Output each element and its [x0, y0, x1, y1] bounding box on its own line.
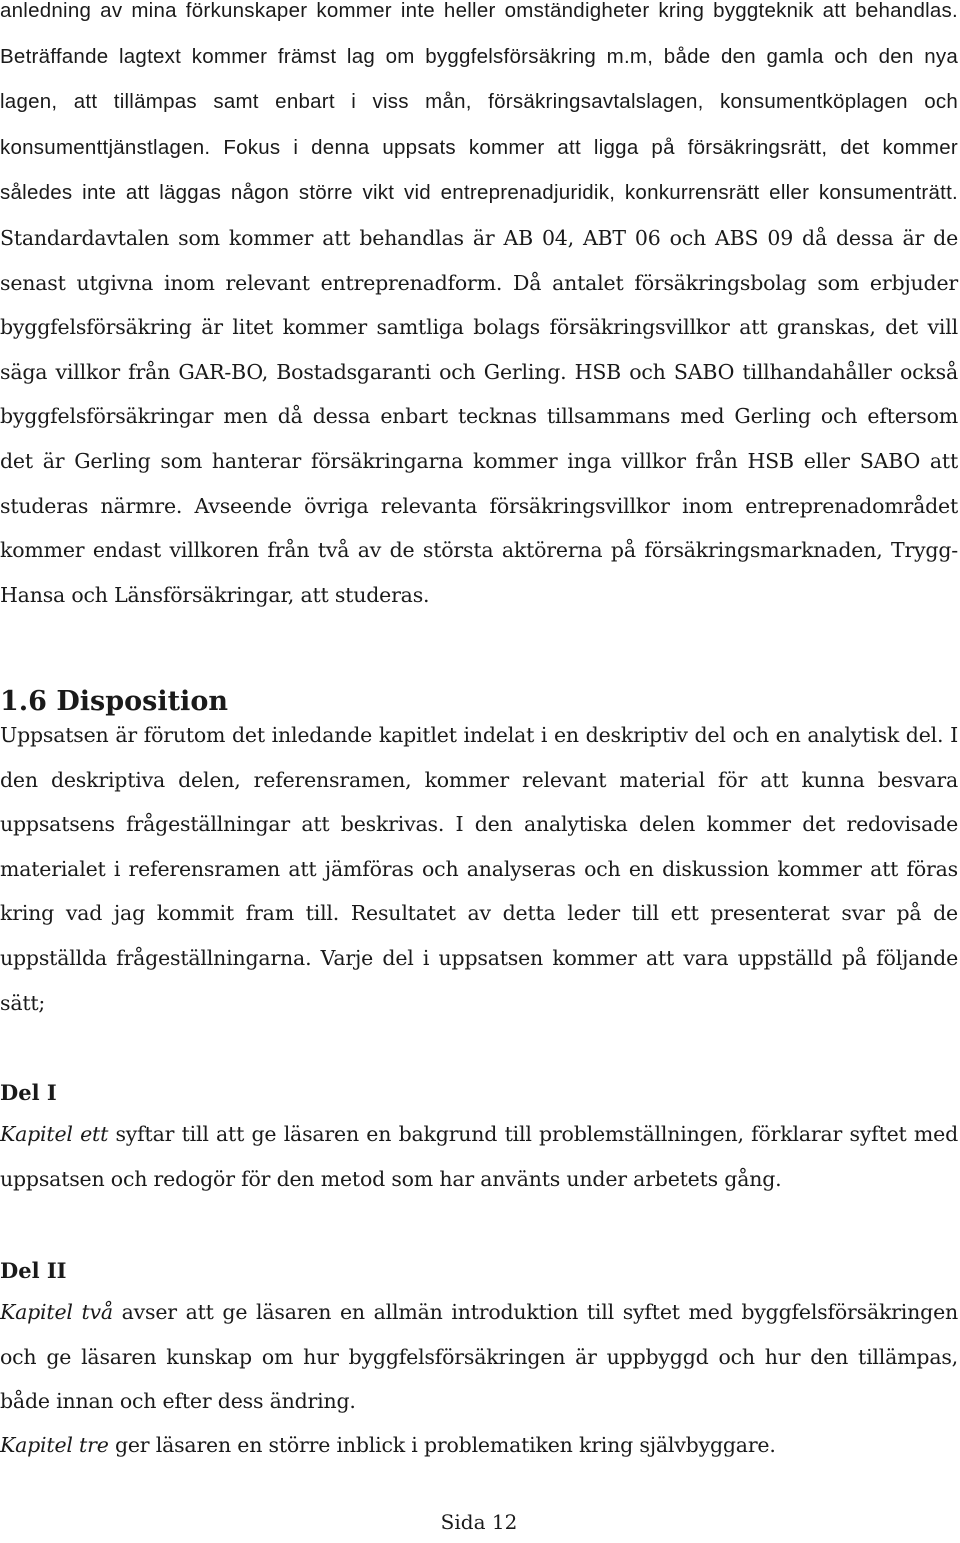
chapter-name-2: Kapitel två	[0, 1300, 113, 1324]
chapter-name-3: Kapitel tre	[0, 1433, 109, 1457]
chapter-text-1: syftar till att ge läsaren en bakgrund till problemställningen, förklarar syftet med uppsatsen och redogör för den metod som har använts under arbetets gång.	[0, 1122, 958, 1191]
chapter-paragraph-3	[0, 1423, 958, 1468]
chapter-paragraph-2	[0, 1290, 958, 1424]
intro-text-serif: Standardavtalen som kommer att behandlas är AB 04, ABT 06 och ABS 09 då dessa är de senast utgivna inom relevant entreprenadform. Då antalet försäkringsbolag som erbjuder byggfelsförsäkring är litet kommer samtliga bolags försäkringsvillkor att granskas, det vill säga villkor från GAR-BO, Bostadsgaranti och Gerling. HSB och SABO tillhandahåller också byggfelsförsäkringar men då dessa enbart tecknas tillsammans med Gerling och eftersom det är Gerling som hanterar försäkringarna kommer inga villkor från HSB eller SABO att studeras närmre. Avseende övriga relevanta försäkringsvillkor inom entreprenadområdet kommer endast villkoren från två av de största aktörerna på försäkringsmarknaden, Trygg- Hansa och Länsförsäkringar, att studeras.	[0, 225, 958, 607]
intro-text-sans: anledning av mina förkunskaper kommer inte heller omständigheter kring byggteknik att behandlas. Beträffande lagtext kommer främst lag om byggfelsförsäkring m.m, både den gamla och den nya lagen, att tillämpas samt enbart i viss mån, försäkringsavtalslagen, konsumentköplagen och konsumenttjänstlagen. Fokus i denna uppsats kommer att ligga på försäkringsrätt, det kommer således inte att läggas någon större vikt vid entreprenadjuridik, konkurrensrätt eller konsumenträtt.	[0, 0, 958, 205]
disposition-paragraph: Uppsatsen är förutom det inledande kapitlet indelat i en deskriptiv del och en analytisk del. I den deskriptiva delen, referensramen, kommer relevant material för att kunna besvara uppsatsens frågeställningar att beskrivas. I den analytiska delen kommer det redovisade materialet i referensramen att jämföras och analyseras och en diskussion kommer att föras kring vad jag kommit fram till. Resultatet av detta leder till ett presenterat svar på de uppställda frågeställningarna. Varje del i uppsatsen kommer att vara uppställd på följande sätt;	[0, 723, 958, 1015]
page-number: Sida 12	[440, 1510, 518, 1534]
part-heading-1: Del I	[0, 1080, 57, 1105]
chapter-paragraph-1	[0, 1112, 958, 1201]
chapter-name-1: Kapitel ett	[0, 1122, 109, 1146]
intro-paragraph	[0, 0, 958, 617]
chapter-text-2: avser att ge läsaren en allmän introduktion till syftet med byggfelsförsäkringen och ge läsaren kunskap om hur byggfelsförsäkringen är uppbyggd och hur den tillämpas, både innan och efter dess ändring.	[0, 1300, 959, 1414]
section-heading: 1.6 Disposition	[0, 686, 228, 717]
part-heading-2: Del II	[0, 1258, 67, 1283]
chapter-text-3: ger läsaren en större inblick i problematiken kring självbyggare.	[108, 1433, 776, 1457]
